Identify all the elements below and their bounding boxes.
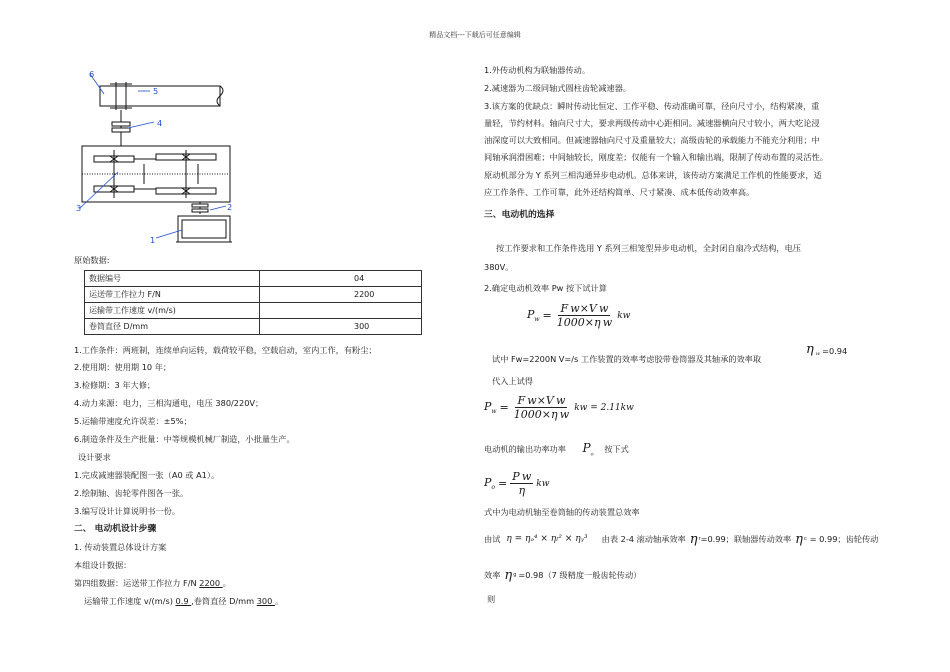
subsection-1-title: 1. 传动装置总体设计方案 — [74, 542, 167, 552]
condition-line: 4.动力来源：电力，三相沟通电，电压 380/220V； — [74, 398, 264, 408]
diagram-label-2: 2 — [227, 202, 233, 212]
formula-numerator: F w×V w — [517, 394, 566, 407]
paragraph-3-line: 3.该方案的优缺点：瞬时传动比恒定、工作平稳、传动准确可靠，径向尺寸小，结构紧凑，重 — [484, 101, 820, 111]
eta-w-value: η w =0.94 — [806, 342, 848, 357]
section-2-title: 二、 电动机设计步骤 — [74, 524, 157, 534]
diagram-label-4: 4 — [157, 118, 163, 128]
drum-diameter-value: 300 — [256, 596, 275, 606]
formula-lhs: $P_o$ — [484, 475, 496, 492]
formula-pw — [527, 302, 630, 329]
formula-result: kw = 2.11kw — [574, 402, 634, 413]
total-efficiency-line: 式中为电动机轴至卷筒轴的传动装置总效率 — [484, 507, 640, 517]
formula-lhs: $P_w$ — [484, 399, 497, 416]
formula-denominator: 1000×η w — [556, 316, 613, 329]
calc-prefix: 由试 — [484, 534, 501, 544]
then-line: 则 — [487, 594, 496, 604]
paragraph-3-line: 间轴承润滑困难；中间轴较长，刚度差；仅能有一个输入和输出端，限制了传动布置的灵活性。 — [484, 152, 828, 162]
group4-force-suffix: 。 — [222, 578, 231, 588]
coupling-efficiency-value: = 0.99；齿轮传动 — [809, 534, 879, 544]
table-cell-value: 04 — [260, 271, 422, 287]
condition-line: 3.检修期：3 年大修； — [74, 380, 156, 390]
condition-line: 2.使用期：使用期 10 年； — [74, 362, 172, 372]
design-requirement-line: 1.完成减速器装配图一张（A0 或 A1）。 — [74, 470, 220, 480]
motor-output-line — [484, 443, 629, 460]
gear-efficiency-line: 效率 η g =0.98（7 级精度一般齿轮传动） — [484, 568, 642, 583]
formula-lhs: $P_w$ — [527, 307, 540, 324]
table-row — [85, 319, 422, 335]
motor-output-suffix: 按下式 — [604, 444, 629, 454]
transmission-diagram — [78, 64, 250, 254]
speed-mid: ,卷筒直径 D/mm — [191, 596, 257, 606]
design-requirement-line: 3.编写设计计算说明书一份。 — [74, 506, 181, 516]
group4-force-line — [74, 578, 231, 589]
original-data-title: 原始数据: — [74, 255, 110, 265]
table-row — [85, 287, 422, 303]
design-requirements-title: 设计要求 — [78, 452, 111, 462]
formula-po — [484, 470, 549, 497]
step-2-line: 2.确定电动机效率 Pw 按下试计算 — [484, 283, 607, 293]
substitute-line: 代入上试得 — [492, 376, 533, 386]
table-row — [85, 303, 422, 319]
formula-numerator: F w×V w — [560, 302, 609, 315]
table-row — [85, 271, 422, 287]
condition-line: 5.运输带速度允许误差：±5%； — [74, 416, 192, 426]
paragraph-2: 2.减速器为二级同轴式圆柱齿轮减速器。 — [484, 83, 631, 93]
design-requirement-line: 2.绘制轴、齿轮零件图各一张。 — [74, 488, 189, 498]
total-efficiency-formula: η = ηₔ⁴ × ηₗ² × ηᵧ³ — [506, 534, 588, 544]
motor-output-symbol: $P_o$ — [582, 441, 594, 458]
diagram-label-6: 6 — [89, 69, 95, 79]
table-cell-label: 卷筒直径 D/mm — [85, 319, 260, 335]
efficiency-calc-line: 由试 η = ηₔ⁴ × ηₗ² × ηᵧ³ 由表 2-4 滚动轴承效率 η r =0.99；联轴器传动效率 η c = 0.99；齿轮传动 — [484, 532, 879, 547]
motor-intro-line: 按工作要求和工作条件选用 Y 系列三相笼型异步电动机，全封闭自扇冷式结构，电压 — [496, 243, 801, 253]
formula-fraction — [510, 470, 533, 497]
motor-intro-line: 380V。 — [484, 262, 514, 272]
formula-equals: = — [499, 401, 509, 414]
formula-fraction — [555, 302, 614, 329]
formula-unit: kw — [617, 310, 631, 321]
paragraph-3-line: 量轻，节约材料。轴向尺寸大，要求两级传动中心距相同。减速器横向尺寸较小，两大吃论浸 — [484, 118, 820, 128]
speed-prefix: 运输带工作速度 v/(m/s) — [84, 596, 176, 606]
formula-unit: kw — [536, 478, 550, 489]
motor-output-text: 电动机的输出功率功率 — [484, 444, 566, 454]
paragraph-3-line: 原动机部分为 Y 系列三相沟通异步电动机。总体来讲，该传动方案满足工作机的性能要求，适 — [484, 170, 822, 180]
table-cell-label: 数据编号 — [85, 271, 260, 287]
formula-equals: = — [542, 309, 552, 322]
formula-pw-result — [484, 394, 634, 421]
table-cell-value: 300 — [260, 319, 422, 335]
diagram-label-3: 3 — [76, 203, 82, 213]
drum-shape — [100, 86, 220, 106]
bearing-efficiency-value: =0.99；联轴器传动效率 — [700, 534, 792, 544]
table-cell-value — [260, 303, 422, 319]
where-line: 试中 Fw=2200N V=/s 工作装置的效率考虑胶带卷筒器及其轴承的效率取 — [492, 354, 762, 364]
table-cell-value: 2200 — [260, 287, 422, 303]
parameter-table — [84, 270, 422, 335]
page-header: 精品文档---下载后可任意编辑 — [429, 31, 521, 39]
formula-fraction — [512, 394, 571, 421]
formula-denominator: 1000×η w — [513, 408, 570, 421]
paragraph-3-line: 油深度可以大致相同。但减速器轴向尺寸及重量较大；高级齿轮的承载能力不能充分利用；中 — [484, 135, 820, 145]
group4-force-prefix: 第四组数据：运送带工作拉力 F/N — [74, 578, 200, 588]
paragraph-3-line: 应工作条件、工作可靠，此外还结构简单、尺寸紧凑、成本低传动效率高。 — [484, 187, 755, 197]
diagram-label-5: 5 — [153, 86, 159, 96]
formula-numerator: P w — [512, 470, 532, 483]
paragraph-1: 1.外传动机构为联轴器传动。 — [484, 65, 591, 75]
bearing-efficiency-text: 由表 2-4 滚动轴承效率 — [601, 534, 686, 544]
section-3-title: 三、电动机的选择 — [484, 210, 555, 220]
diagram-label-1: 1 — [150, 235, 156, 245]
table-cell-label: 运输带工作速度 v/(m/s) — [85, 303, 260, 319]
gear-efficiency-prefix: 效率 — [484, 570, 501, 580]
speed-suffix: 。 — [274, 596, 284, 606]
design-data-line: 本组设计数据： — [74, 560, 132, 570]
group4-force-value: 2200 — [199, 578, 223, 588]
group4-speed-line — [84, 596, 283, 607]
formula-equals: = — [498, 477, 508, 490]
table-cell-label: 运送带工作拉力 F/N — [85, 287, 260, 303]
speed-value: 0.9 — [175, 596, 192, 606]
formula-denominator: η — [518, 484, 526, 497]
condition-line: 1.工作条件：两班制，连续单向运转，载荷较平稳，空载启动，室内工作，有粉尘； — [74, 345, 377, 355]
gear-efficiency-value: =0.98（7 级精度一般齿轮传动） — [518, 570, 642, 580]
condition-line: 6.制造条件及生产批量：中等规模机械厂制造，小批量生产。 — [74, 434, 295, 444]
